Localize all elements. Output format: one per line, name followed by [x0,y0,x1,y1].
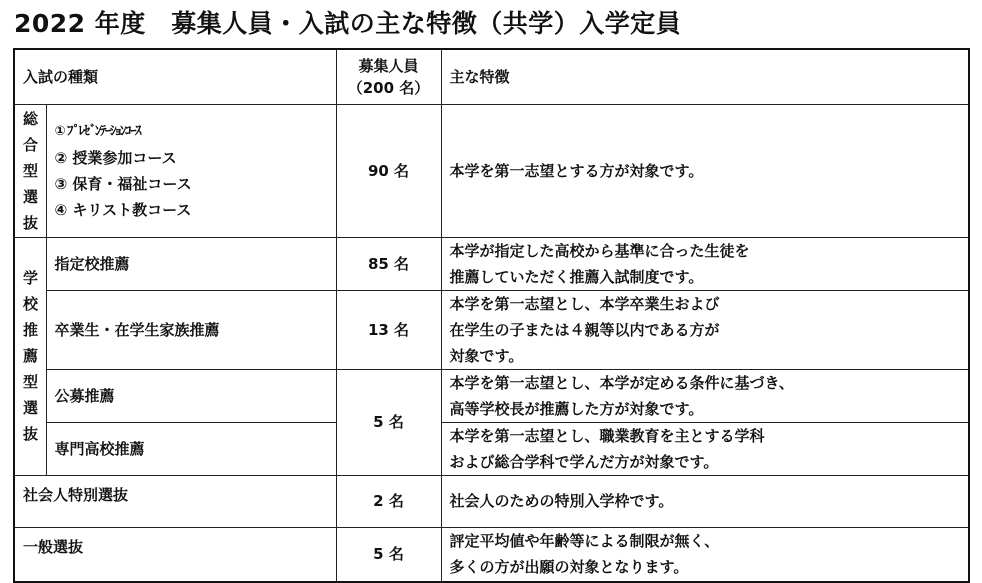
feature-line: および総合学科で学んだ方が対象です。 [449,452,719,471]
feature-line: 高等学校長が推薦した方が対象です。 [449,399,704,418]
group-char: 型 [23,161,39,180]
feature-cell [441,237,969,290]
admission-table [13,48,970,583]
feature-cell [441,369,969,422]
capacity-cell: 85 名 [336,237,441,290]
feature-cell [441,527,969,582]
feature-line: 本学が指定した高校から基準に合った生徒を [449,241,750,260]
table-row-comprehensive [14,104,969,237]
group-char: 選 [23,399,39,417]
group-char: 薦 [23,347,39,365]
group-char: 総 [23,109,39,128]
capacity-cell: 90 名 [336,104,441,237]
exam-name-cell: 卒業生・在学生家族推薦 [46,290,336,369]
capacity-cell: 5 名 [336,527,441,582]
capacity-cell: 13 名 [336,290,441,369]
feature-line: 本学を第一志望とし、本学が定める条件に基づき、 [449,373,794,392]
group-char: 選 [23,187,39,206]
feature-cell: 社会人のための特別入学枠です。 [441,475,969,527]
group-label-school-recommendation [14,237,46,475]
group-char: 合 [23,135,39,154]
group-char: 学 [23,269,39,287]
feature-cell: 本学を第一志望とする方が対象です。 [441,104,969,237]
capacity-cell: 2 名 [336,475,441,527]
feature-cell [441,290,969,369]
header-capacity-label: 募集人員 [358,56,419,75]
feature-line: 本学を第一志望とし、本学卒業生および [449,294,720,313]
capacity-cell: 5 名 [336,369,441,475]
feature-line: 在学生の子または４親等以内である方が [449,320,720,339]
group-char: 型 [23,373,39,391]
group-char: 抜 [23,425,39,443]
page-title: 2022 年度 募集人員・入試の主な特徴（共学）入学定員 [14,9,682,38]
exam-name-cell: 一般選抜 [14,527,336,582]
group-label-comprehensive [14,104,46,237]
table-header-row [14,49,969,104]
exam-name-cell: 指定校推薦 [46,237,336,290]
exam-name-cell: 社会人特別選抜 [14,475,336,527]
feature-line: 多くの方が出願の対象となります。 [449,558,689,577]
feature-line: 対象です。 [449,346,524,365]
table-row-designated-school [14,237,969,290]
table-row-vocational-school [14,422,969,475]
header-capacity-total: （200 名） [347,78,430,97]
course-item: ② 授業参加コース [54,148,177,167]
header-exam-type: 入試の種類 [14,49,336,104]
course-item: ① ﾌﾟﾚｾﾞﾝﾃｰｼｮﾝｺｰｽ [54,123,141,139]
header-capacity [336,49,441,104]
course-list [46,104,336,237]
exam-name-cell: 専門高校推薦 [46,422,336,475]
feature-line: 評定平均値や年齢等による制限が無く、 [449,532,720,551]
exam-name-cell: 公募推薦 [46,369,336,422]
table-row-working-adults [14,475,969,527]
group-char: 推 [23,321,39,339]
course-item: ④ キリスト教コース [54,200,192,219]
group-char: 校 [23,295,39,313]
table-row-general [14,527,969,582]
table-row-public-recommendation [14,369,969,422]
feature-cell [441,422,969,475]
feature-line: 推薦していただく推薦入試制度です。 [449,267,704,286]
header-features: 主な特徴 [441,49,969,104]
group-char: 抜 [23,213,39,232]
feature-line: 本学を第一志望とし、職業教育を主とする学科 [449,426,765,445]
table-row-alumni-family [14,290,969,369]
course-item: ③ 保育・福祉コース [54,174,192,193]
